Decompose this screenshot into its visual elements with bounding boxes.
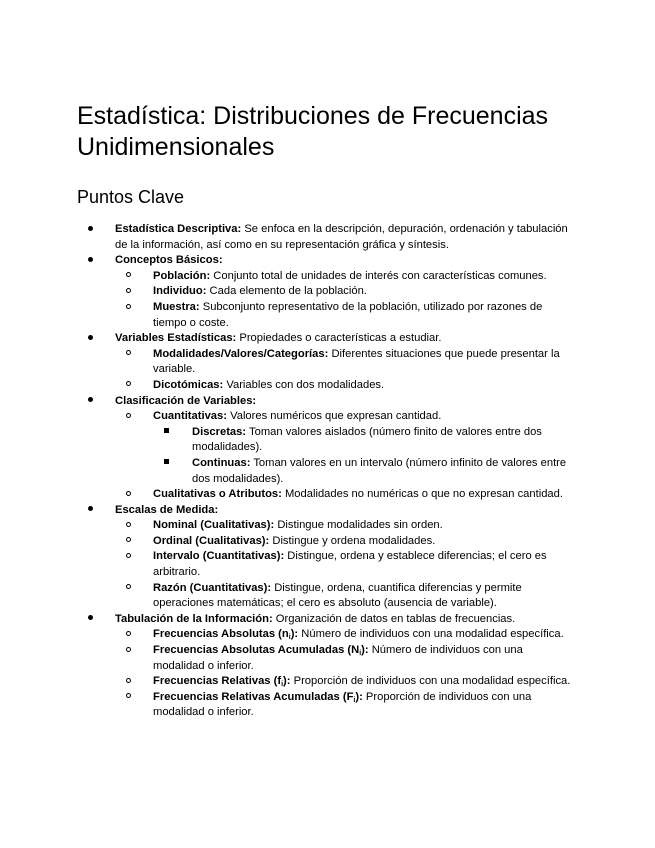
item-term: Tabulación de la Información:	[115, 612, 273, 625]
list-item	[115, 534, 577, 550]
list-item	[77, 253, 577, 331]
square-bullet-icon	[153, 456, 179, 472]
disc-bullet-icon	[77, 503, 103, 519]
square-bullet-icon	[153, 425, 179, 441]
item-term: Frecuencias Relativas $(f_i)$:	[153, 675, 291, 689]
item-term: Ordinal (Cualitativas):	[153, 534, 270, 547]
list-item	[77, 612, 577, 721]
circle-bullet-icon	[115, 487, 142, 503]
item-description: Proporción de individuos con una modalidad o inferior.	[153, 690, 532, 719]
list-item	[115, 643, 577, 674]
circle-bullet-icon	[115, 269, 142, 285]
disc-bullet-icon	[77, 331, 103, 347]
key-points-list	[77, 222, 577, 721]
circle-bullet-icon	[115, 518, 142, 534]
list-item	[77, 331, 577, 393]
item-term: Individuo:	[153, 285, 207, 298]
list-item	[115, 378, 577, 394]
item-term: Dicotómicas:	[153, 378, 224, 391]
item-term: Escalas de Medida:	[115, 503, 219, 516]
circle-bullet-icon	[115, 690, 142, 706]
list-item	[77, 222, 577, 253]
item-description: Distingue, ordena y establece diferencias; el cero es arbitrario.	[153, 550, 547, 579]
disc-bullet-icon	[77, 394, 103, 410]
list-item	[115, 409, 577, 487]
disc-bullet-icon	[77, 222, 103, 238]
sub-list	[115, 409, 577, 503]
list-item	[77, 394, 577, 503]
circle-bullet-icon	[115, 534, 142, 550]
circle-bullet-icon	[115, 347, 142, 363]
list-item	[115, 518, 577, 534]
sub-list	[115, 347, 577, 394]
list-item	[115, 284, 577, 300]
item-term: Frecuencias Relativas Acumuladas $(F_i)$:	[153, 690, 363, 704]
list-item	[115, 581, 577, 612]
item-description: Conjunto total de unidades de interés con características comunes.	[210, 269, 547, 282]
item-term: Discretas:	[192, 425, 247, 438]
circle-bullet-icon	[115, 627, 142, 643]
sub-list	[115, 518, 577, 612]
item-term: Intervalo (Cuantitativas):	[153, 550, 285, 563]
item-term: Muestra:	[153, 300, 200, 313]
item-description: Toman valores en un intervalo (número infinito de valores entre dos modalidades).	[192, 456, 567, 485]
sub-list	[115, 627, 577, 721]
disc-bullet-icon	[77, 253, 103, 269]
sub-list	[153, 425, 577, 487]
item-description: Valores numéricos que expresan cantidad.	[226, 410, 442, 423]
item-term: Razón (Cuantitativas):	[153, 581, 272, 594]
page-title: Estadística: Distribuciones de Frecuencias Unidimensionales	[77, 102, 549, 161]
item-term: Frecuencias Absolutas $(n_i)$:	[153, 628, 299, 642]
item-description: Distingue modalidades sin orden.	[274, 519, 443, 532]
item-description: Subconjunto representativo de la población, utilizado por razones de tiempo o coste.	[153, 300, 543, 329]
item-description: Número de individuos con una modalidad o inferior.	[153, 644, 523, 672]
item-description: Proporción de individuos con una modalidad específica.	[290, 675, 571, 688]
circle-bullet-icon	[115, 549, 142, 565]
item-term: Clasificación de Variables:	[115, 394, 257, 407]
item-term: Frecuencias Absolutas Acumuladas $(N_i)$:	[153, 644, 369, 658]
circle-bullet-icon	[115, 284, 142, 300]
item-description: Se enfoca en la descripción, depuración, ordenación y tabulación de la información, así como en su representación gráfica y síntesis.	[115, 223, 568, 251]
list-item	[115, 300, 577, 331]
list-item	[115, 487, 577, 503]
list-item	[77, 503, 577, 612]
item-term: Conceptos Básicos:	[115, 254, 223, 267]
item-description: Diferentes situaciones que puede presentar la variable.	[153, 347, 560, 376]
circle-bullet-icon	[115, 674, 142, 690]
item-term: Variables Estadísticas:	[115, 332, 237, 345]
item-description: Modalidades no numéricas o que no expresan cantidad.	[281, 488, 563, 501]
list-item	[115, 347, 577, 378]
item-description: Cada elemento de la población.	[206, 285, 367, 298]
item-description: Número de individuos con una modalidad específica.	[298, 628, 564, 641]
sub-list	[115, 269, 577, 331]
item-term: Modalidades/Valores/Categorías:	[153, 347, 329, 360]
list-item	[115, 674, 577, 690]
item-description: Distingue y ordena modalidades.	[269, 534, 436, 547]
circle-bullet-icon	[115, 643, 142, 659]
list-item	[115, 549, 577, 580]
circle-bullet-icon	[115, 581, 142, 597]
item-description: Organización de datos en tablas de frecuencias.	[272, 612, 516, 625]
item-term: Cuantitativas:	[153, 410, 227, 423]
circle-bullet-icon	[115, 409, 142, 425]
list-item	[115, 269, 577, 285]
section-heading: Puntos Clave	[77, 187, 185, 207]
item-description: Distingue, ordena, cuantifica diferencias y permite operaciones matemáticas; el cero es absoluto (ausencia de variable).	[153, 581, 522, 610]
item-description: Propiedades o características a estudiar.	[236, 332, 442, 345]
item-term: Continuas:	[192, 456, 251, 469]
item-term: Población:	[153, 269, 211, 282]
circle-bullet-icon	[115, 300, 142, 316]
disc-bullet-icon	[77, 612, 103, 628]
item-term: Estadística Descriptiva:	[115, 223, 242, 235]
item-description: Variables con dos modalidades.	[223, 378, 385, 391]
circle-bullet-icon	[115, 378, 142, 394]
item-description: Toman valores aislados (número finito de valores entre dos modalidades).	[192, 425, 542, 454]
list-item	[115, 690, 577, 721]
item-term: Nominal (Cualitativas):	[153, 519, 275, 532]
list-item	[153, 425, 577, 456]
item-term: Cualitativas o Atributos:	[153, 488, 282, 501]
list-item	[115, 627, 577, 643]
list-item	[153, 456, 577, 487]
